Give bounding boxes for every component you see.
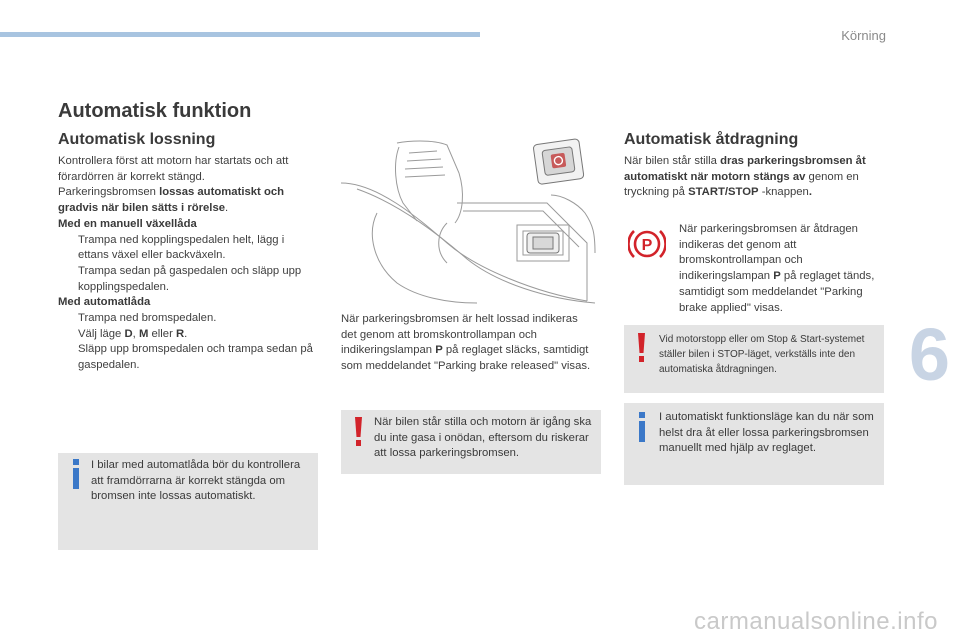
- header-bar: [0, 32, 480, 37]
- section-title: Körning: [841, 28, 886, 43]
- info-note-right: [624, 403, 884, 485]
- left-p2: Parkeringsbromsen lossas automatiskt och gradvis när bilen sätts i rörelse.: [58, 186, 285, 215]
- warning-note-middle: [341, 410, 601, 474]
- right-lamp-paragraph: När parkeringsbromsen är åtdragen indikeras det genom att bromskontrollampan och indikeringslampan P på reglaget tänds, samtidigt som meddelandet "Parking brake applied" visas.: [679, 223, 875, 314]
- middle-paragraph: När parkeringsbromsen är helt lossad indikeras det genom att bromskontrollampan och indikeringslampan P på reglaget släcks, samtidigt som meddelandet "Parking brake released" visas.: [341, 313, 591, 373]
- lamp-symbol: P: [641, 237, 653, 254]
- left-intro: Kontrollera först att motorn har startats och att förardörren är korrekt stängd.: [58, 155, 289, 183]
- parking-brake-warning-lamp-icon: [628, 225, 666, 263]
- list-item: Välj läge D, M eller R.: [78, 327, 188, 340]
- left-column: [58, 154, 316, 374]
- info-note-text: I bilar med automatlåda bör du kontrollera att framdörrarna är korrekt stängda om bromsen inte lossas automatiskt.: [91, 459, 301, 503]
- info-icon: [638, 412, 646, 442]
- info-icon: [72, 459, 80, 489]
- auto-title: Med automatlåda: [58, 296, 151, 309]
- warning-icon: [637, 333, 646, 363]
- info-note-text: I automatiskt funktionsläge kan du när som helst dra åt eller lossa parkeringsbromsen manuellt med hjälp av reglaget.: [659, 411, 874, 455]
- warning-note-text: Vid motorstopp eller om Stop & Start-systemet ställer bilen i STOP-läget, verkställs inte den automatiska åtdragningen.: [659, 334, 865, 375]
- parking-brake-console-illustration: [337, 133, 599, 305]
- list-item: Trampa ned bromspedalen.: [78, 312, 217, 325]
- warning-icon: [354, 417, 363, 447]
- list-item: Trampa sedan på gaspedalen och släpp upp kopplingspedalen.: [78, 264, 302, 293]
- list-item: Trampa ned kopplingspedalen helt, lägg i ettans växel eller backväxeln.: [78, 233, 285, 262]
- list-item: Släpp upp bromspedalen och trampa sedan på gaspedalen.: [78, 343, 313, 372]
- info-note-left: [58, 453, 318, 550]
- manual-title: Med en manuell växellåda: [58, 217, 197, 230]
- right-intro: När bilen står stilla dras parkeringsbromsen åt automatiskt när motorn stängs av genom en tryckning på START/STOP -knappen.: [624, 155, 866, 199]
- watermark: carmanualsonline.info: [694, 608, 938, 635]
- page-title: Automatisk funktion: [58, 100, 252, 122]
- chapter-number: 6: [908, 313, 950, 396]
- warning-note-text: När bilen står stilla och motorn är igång ska du inte gasa i onödan, eftersom du riskerar att lossa parkeringsbromsen.: [374, 416, 592, 460]
- right-heading: Automatisk åtdragning: [624, 131, 799, 148]
- left-heading: Automatisk lossning: [58, 131, 216, 148]
- warning-note-right: [624, 325, 884, 393]
